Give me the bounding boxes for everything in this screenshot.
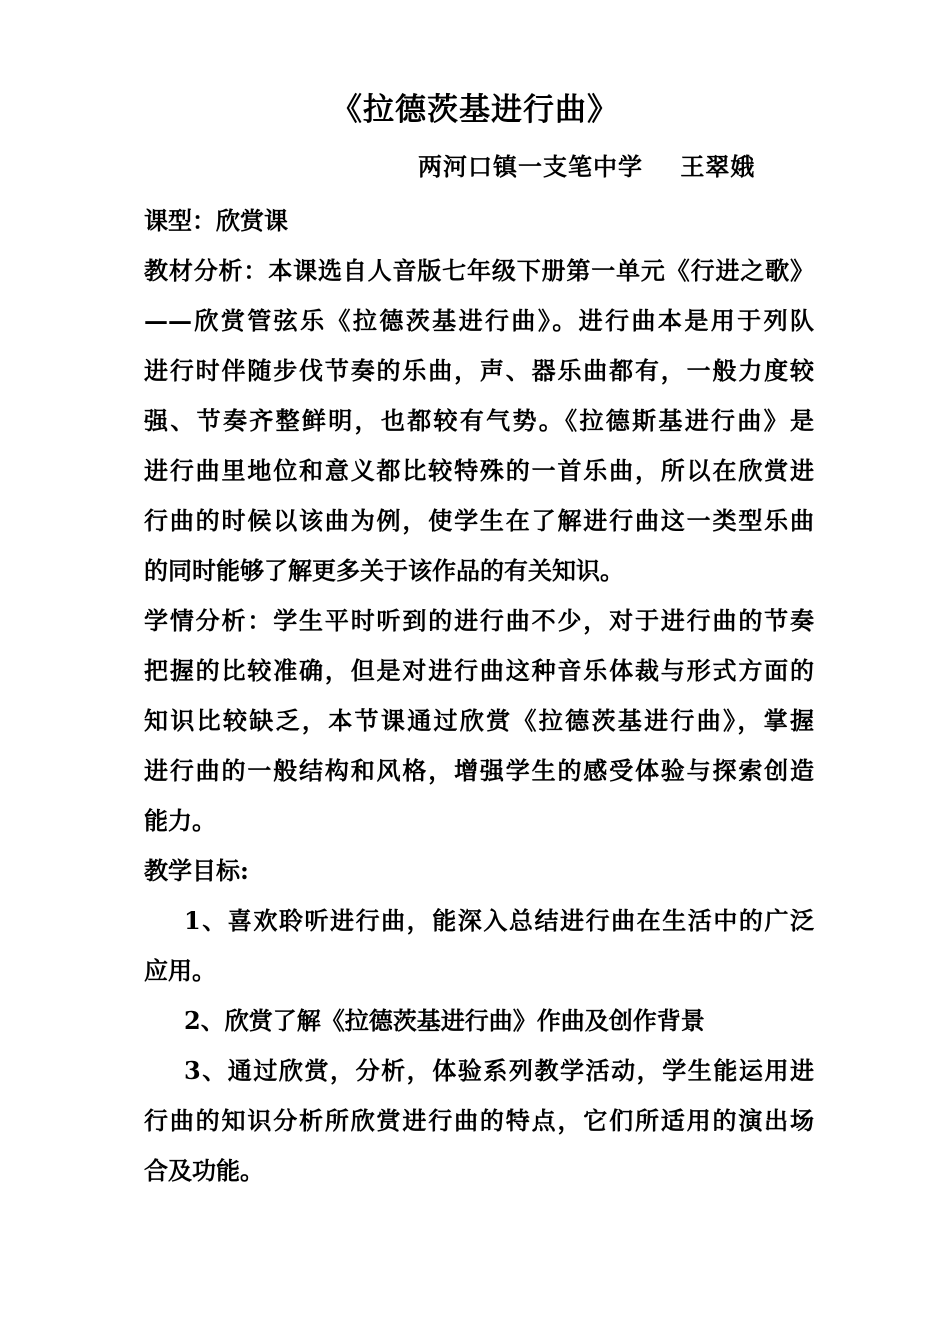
objective-line: 3、通过欣赏，分析，体验系列教学活动，学生能运用进 <box>184 1056 814 1085</box>
paragraph-line: 进行时伴随步伐节奏的乐曲，声、器乐曲都有，一般力度较 <box>144 356 814 385</box>
course-type-line: 课型：欣赏课 <box>144 206 288 235</box>
objective-line: 行曲的知识分析所欣赏进行曲的特点，它们所适用的演出场 <box>144 1106 814 1135</box>
objective-line: 应用。 <box>144 956 216 985</box>
paragraph-line: 进行曲里地位和意义都比较特殊的一首乐曲，所以在欣赏进 <box>144 456 814 485</box>
paragraph-line: 行曲的时候以该曲为例，使学生在了解进行曲这一类型乐曲 <box>144 506 814 535</box>
paragraph-line: 进行曲的一般结构和风格，增强学生的感受体验与探索创造 <box>144 756 814 785</box>
paragraph-line: 知识比较缺乏，本节课通过欣赏《拉德茨基进行曲》，掌握 <box>144 706 814 735</box>
paragraph-line: 学情分析：学生平时听到的进行曲不少，对于进行曲的节奏 <box>144 606 814 635</box>
objective-line: 1、喜欢聆听进行曲，能深入总结进行曲在生活中的广泛 <box>184 906 814 935</box>
document-title: 《拉德茨基进行曲》 <box>331 92 619 128</box>
paragraph-line: 的同时能够了解更多关于该作品的有关知识。 <box>144 556 624 585</box>
paragraph-line: 教材分析：本课选自人音版七年级下册第一单元《行进之歌》 <box>144 256 814 285</box>
paragraph-line: ——欣赏管弦乐《拉德茨基进行曲》。进行曲本是用于列队 <box>144 306 814 335</box>
paragraph-line: 把握的比较准确，但是对进行曲这种音乐体裁与形式方面的 <box>144 656 814 685</box>
paragraph-line: 强、节奏齐整鲜明，也都较有气势。《拉德斯基进行曲》是 <box>144 406 814 435</box>
document-body <box>144 196 814 1196</box>
section-heading: 教学目标: <box>144 856 249 885</box>
objective-line: 合及功能。 <box>144 1156 264 1185</box>
paragraph-line: 能力。 <box>144 806 216 835</box>
objective-line: 2、欣赏了解《拉德茨基进行曲》作曲及创作背景 <box>184 1006 705 1035</box>
author-line: 两河口镇一支笔中学 王翠娥 <box>418 152 756 181</box>
